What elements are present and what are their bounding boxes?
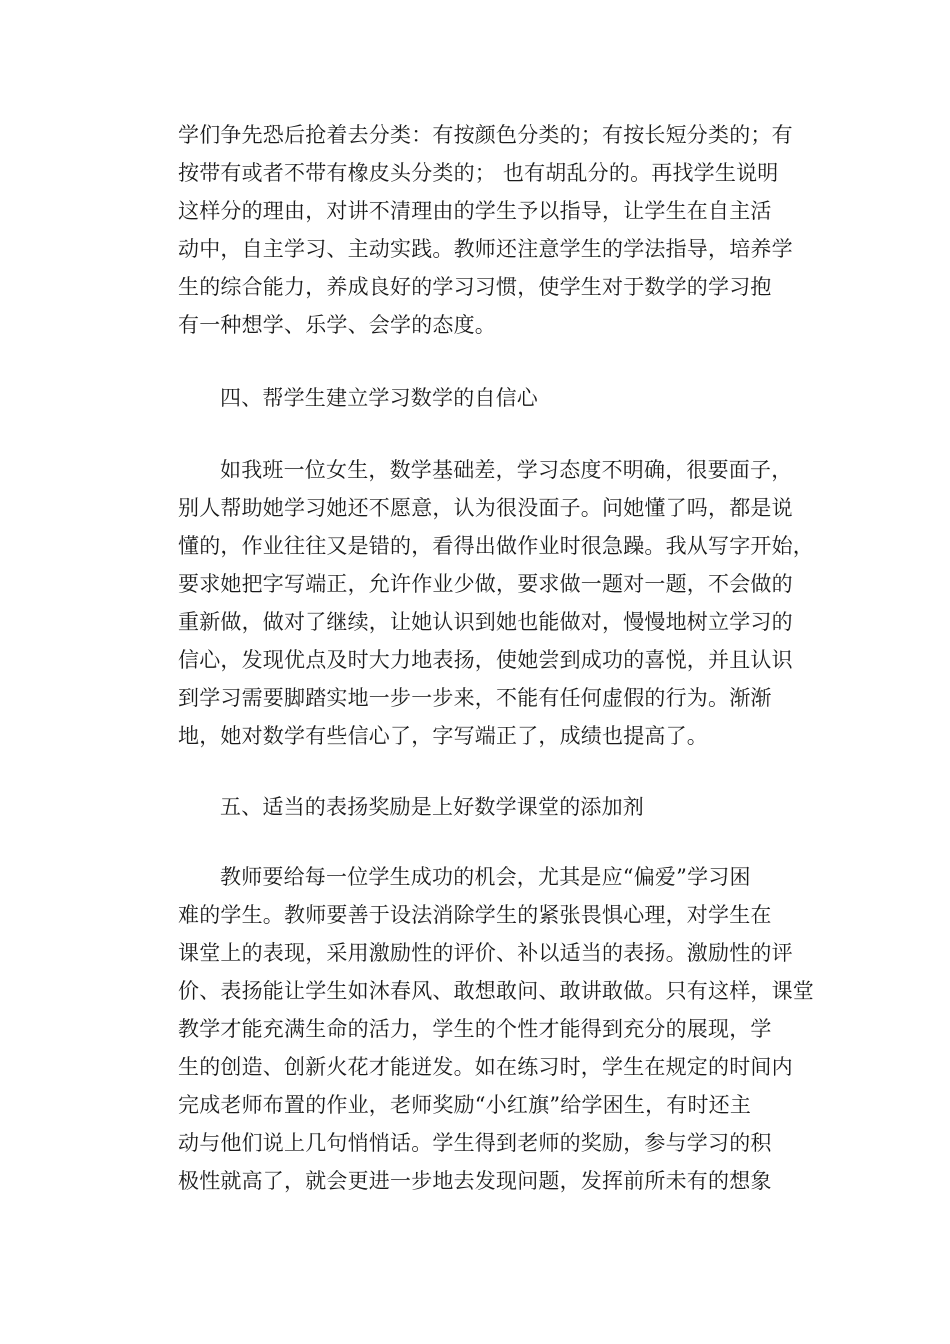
- paragraph-line: 要求她把字写端正，允许作业少做，要求做一题对一题，不会做的: [178, 572, 793, 596]
- paragraph-line: 动中，自主学习、主动实践。教师还注意学生的学法指导，培养学: [178, 237, 793, 261]
- paragraph-line: 学们争先恐后抢着去分类：有按颜色分类的；有按长短分类的；有: [178, 123, 793, 147]
- paragraph-line: 如我班一位女生，数学基础差，学习态度不明确，很要面子，: [220, 458, 793, 482]
- paragraph-line: 别人帮助她学习她还不愿意，认为很没面子。问她懂了吗，都是说: [178, 496, 793, 520]
- paragraph-line: 信心，发现优点及时大力地表扬，使她尝到成功的喜悦，并且认识: [178, 648, 793, 672]
- paragraph-line: 教师要给每一位学生成功的机会，尤其是应“偏爱”学习困: [220, 865, 751, 889]
- paragraph-line: 懂的，作业往往又是错的，看得出做作业时很急躁。我从写字开始，: [178, 534, 814, 558]
- paragraph-line: 到学习需要脚踏实地一步一步来，不能有任何虚假的行为。渐渐: [178, 686, 772, 710]
- paragraph-line: 难的学生。教师要善于设法消除学生的紧张畏惧心理，对学生在: [178, 903, 772, 927]
- paragraph-line: 按带有或者不带有橡皮头分类的； 也有胡乱分的。再找学生说明: [178, 161, 779, 185]
- paragraph-line: 这样分的理由，对讲不清理由的学生予以指导，让学生在自主活: [178, 199, 772, 223]
- paragraph-line: 有一种想学、乐学、会学的态度。: [178, 313, 496, 337]
- paragraph-line: 教学才能充满生命的活力，学生的个性才能得到充分的展现，学: [178, 1017, 772, 1041]
- paragraph-line: 重新做，做对了继续，让她认识到她也能做对，慢慢地树立学习的: [178, 610, 793, 634]
- paragraph-line: 价、表扬能让学生如沐春风、敢想敢问、敢讲敢做。只有这样，课堂: [178, 979, 814, 1003]
- paragraph-line: 生的综合能力，养成良好的学习习惯，使学生对于数学的学习抱: [178, 275, 772, 299]
- paragraph-line: 动与他们说上几句悄悄话。学生得到老师的奖励，参与学习的积: [178, 1131, 772, 1155]
- section-heading-5: 五、适当的表扬奖励是上好数学课堂的添加剂: [220, 795, 644, 819]
- paragraph-line: 完成老师布置的作业，老师奖励“小红旗”给学困生，有时还主: [178, 1093, 752, 1117]
- paragraph-line: 生的创造、创新火花才能迸发。如在练习时，学生在规定的时间内: [178, 1055, 793, 1079]
- paragraph-line: 极性就高了，就会更进一步地去发现问题，发挥前所未有的想象: [178, 1169, 772, 1193]
- paragraph-line: 地，她对数学有些信心了，字写端正了，成绩也提高了。: [178, 724, 708, 748]
- paragraph-line: 课堂上的表现，采用激励性的评价、补以适当的表扬。激励性的评: [178, 941, 793, 965]
- section-heading-4: 四、帮学生建立学习数学的自信心: [220, 386, 538, 410]
